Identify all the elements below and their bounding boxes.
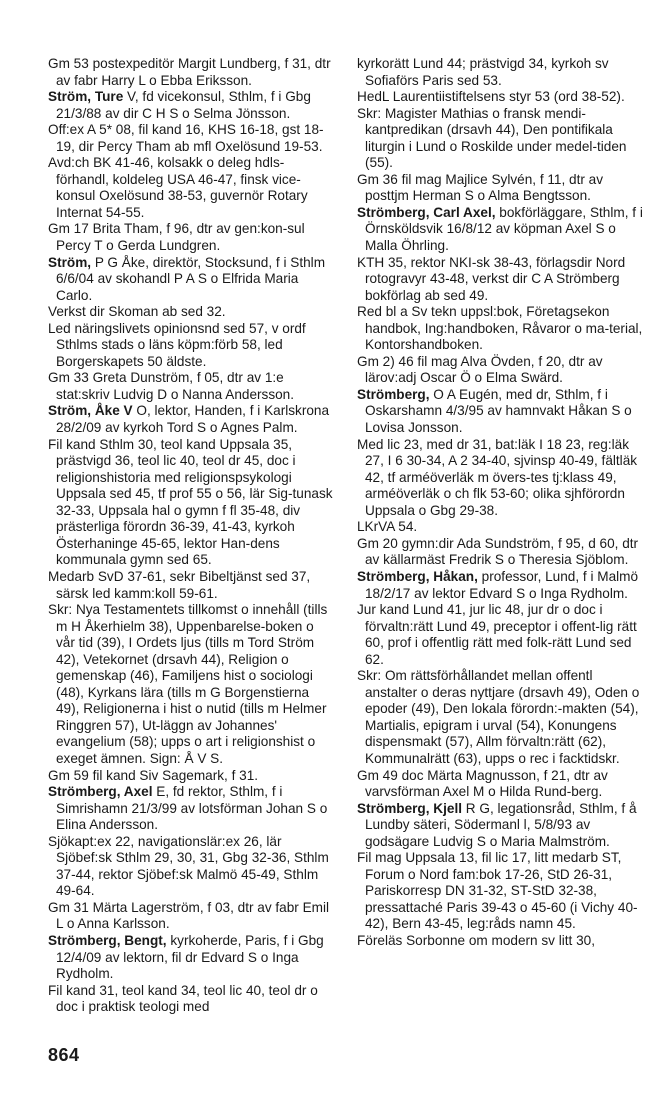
- entry-text: O, lektor, Handen, f i Karlskrona 28/2/09 av kyrkoh Tord S o Agnes Palm.: [56, 403, 330, 436]
- entry-text: Medarb SvD 37-61, sekr Bibeltjänst sed 37, särsk led kamm:koll 59-61.: [48, 568, 311, 601]
- entry-name: Ström, Åke V: [48, 403, 133, 419]
- entry-name: Strömberg,: [357, 386, 430, 402]
- biography-paragraph: [357, 437, 647, 520]
- biography-entry-heading: [48, 784, 336, 834]
- biography-entry-heading: [357, 387, 647, 437]
- biography-paragraph: [357, 172, 647, 205]
- biography-paragraph: [48, 122, 336, 155]
- entry-name: Strömberg, Carl Axel,: [357, 204, 496, 220]
- biography-paragraph: [357, 602, 647, 668]
- entry-name: Ström, Ture: [48, 89, 124, 105]
- entry-text: kyrkorätt Lund 44; prästvigd 34, kyrkoh sv Sofiaförs Paris sed 53.: [357, 56, 609, 88]
- entry-text: Fil kand Sthlm 30, teol kand Uppsala 35, prästvigd 36, teol lic 40, teol dr 45, doc i religionshistoria med religionspsykologi Uppsala sed 45, tf prof 55 o 56, lär Sig-tunask 32-33, Uppsala hal o gymn f fl 35-48, div prästerliga förordn 36-39, 41-43, kyrkoh Österhaninge 45-65, lektor Han-dens kommunala gymn sed 65.: [48, 436, 333, 568]
- biography-paragraph: [48, 834, 336, 900]
- entry-text: P G Åke, direktör, Stocksund, f i Sthlm 6/6/04 av skohandl P A S o Elfrida Maria Carlo.: [56, 254, 326, 303]
- biography-paragraph: [357, 56, 647, 89]
- entry-text: Avd:ch BK 41-46, kolsakk o deleg hdls-förhandl, koldeleg USA 46-47, finsk vice-konsul Oxelösund 38-53, guvernör Rotary Internat 54-55.: [48, 155, 308, 220]
- biography-paragraph: [48, 321, 336, 371]
- entry-text: Gm 36 fil mag Majlice Sylvén, f 11, dtr av posttjm Herman S o Alma Bengtsson.: [357, 171, 604, 204]
- biography-paragraph: [48, 155, 336, 221]
- right-column: [357, 56, 647, 950]
- entry-text: Gm 53 postexpeditör Margit Lundberg, f 31, dtr av fabr Harry L o Ebba Eriksson.: [48, 56, 331, 88]
- entry-text: Fil kand 31, teol kand 34, teol lic 40, teol dr o doc i praktisk teologi med: [48, 982, 318, 1015]
- biography-paragraph: [48, 370, 336, 403]
- entry-text: Sjökapt:ex 22, navigationslär:ex 26, lär Sjöbef:sk Sthlm 29, 30, 31, Gbg 32-36, Sthlm 37-44, rektor Sjöbef:sk Malmö 45-49, Sthlm 49-64.: [48, 833, 329, 899]
- biography-entry-heading: [357, 205, 647, 255]
- biography-entry-heading: [48, 933, 336, 983]
- biography-paragraph: [357, 768, 647, 801]
- biography-paragraph: [357, 304, 647, 354]
- entry-name: Strömberg, Axel: [48, 784, 153, 800]
- entry-text: Led näringslivets opinionsnd sed 57, v ordf Sthlms stads o läns köpm:förb 58, led Borgerskapets 50 äldste.: [48, 320, 306, 369]
- entry-text: Med lic 23, med dr 31, bat:läk I 18 23, reg:läk 27, I 6 30-34, A 2 34-40, sjvinsp 40-49, fältläk 42, tf arméöverläk m övers-tes tj:klass 49, arméöverläk o ch flk 53-60; olika sjhförordn Uppsala o Gbg 29-38.: [357, 436, 638, 518]
- entry-name: Strömberg, Bengt,: [48, 932, 167, 948]
- biography-paragraph: [357, 536, 647, 569]
- biography-paragraph: [357, 850, 647, 933]
- entry-text: LKrVA 54.: [357, 519, 418, 535]
- entry-text: Gm 33 Greta Dunström, f 05, dtr av 1:e stat:skriv Ludvig D o Nanna Andersson.: [48, 370, 295, 402]
- biography-paragraph: [48, 56, 336, 89]
- biography-paragraph: [357, 106, 647, 172]
- biography-paragraph: [357, 354, 647, 387]
- entry-text: Föreläs Sorbonne om modern sv litt 30,: [357, 932, 596, 948]
- entry-text: E, fd rektor, Sthlm, f i Simrishamn 21/3/99 av lotsförman Johan S o Elina Andersson.: [56, 784, 328, 833]
- biography-paragraph: [48, 900, 336, 933]
- entry-text: Gm 17 Brita Tham, f 96, dtr av gen:kon-sul Percy T o Gerda Lundgren.: [48, 221, 305, 254]
- entry-name: Strömberg, Håkan,: [357, 568, 478, 584]
- biography-paragraph: [48, 983, 336, 1016]
- entry-text: V, fd vicekonsul, Sthlm, f i Gbg 21/3/88 av dir C H S o Selma Jönsson.: [56, 89, 311, 121]
- entry-text: professor, Lund, f i Malmö 18/2/17 av lektor Edvard S o Inga Rydholm.: [365, 568, 639, 601]
- entry-text: O A Eugén, med dr, Sthlm, f i Oskarshamn 4/3/95 av hamnvakt Håkan S o Lovisa Jonsson.: [365, 386, 632, 436]
- entry-text: Skr: Nya Testamentets tillkomst o innehåll (tills m H Åkerhielm 38), Uppenbarelse-boken o vår tid (39), I Ordets ljus (tills m Tord Ström 42), Vetekornet (drsavh 44), Religion o gemenskap (46), Familjens hist o sociologi (48), Kyrkans lära (tills m G Borgenstierna 49), Religionerna i hist o nutid (tills m Helmer Ringgren 57), Ut-läggn av Johannes' evangelium (58); upps o art i religionshist o exeget ämnen. Sign: Å V S.: [48, 602, 328, 766]
- biography-paragraph: [48, 221, 336, 254]
- biography-paragraph: [357, 255, 647, 305]
- entry-name: Strömberg, Kjell: [357, 800, 462, 816]
- entry-text: Gm 2) 46 fil mag Alva Övden, f 20, dtr av lärov:adj Oscar Ö o Elma Swärd.: [357, 353, 603, 386]
- biography-paragraph: [48, 768, 336, 785]
- entry-text: bokförläggare, Sthlm, f i Örnsköldsvik 16/8/12 av köpman Axel S o Malla Öhrling.: [365, 204, 643, 254]
- biography-paragraph: [48, 304, 336, 321]
- entry-text: HedL Laurentiistiftelsens styr 53 (ord 38-52).: [357, 89, 625, 105]
- entry-text: Off:ex A 5* 08, fil kand 16, KHS 16-18, gst 18-19, dir Percy Tham ab mfl Oxelösund 19-53.: [48, 122, 324, 154]
- biography-entry-heading: [357, 569, 647, 602]
- biography-paragraph: [48, 569, 336, 602]
- entry-text: Skr: Magister Mathias o fransk mendi-kantpredikan (drsavh 44), Den pontifikala liturgin i Lund o Roskilde under medel-tiden (55).: [357, 105, 627, 171]
- entry-text: Gm 20 gymn:dir Ada Sundström, f 95, d 60, dtr av källarmäst Fredrik S o Theresia Sjöblom.: [357, 535, 639, 568]
- biography-paragraph: [357, 519, 647, 536]
- left-column: [48, 56, 336, 1016]
- entry-text: Skr: Om rättsförhållandet mellan offentl anstalter o deras nyttjare (drsavh 49), Oden o epoder (49), Den lokala förordn:-makten (54), Martialis, epigram i urval (54), Konungens dispensmakt (57), Allm förvaltn:rätt (62), Kommunalrätt (63), upps o rec i facktidskr.: [357, 668, 640, 766]
- entry-text: Gm 49 doc Märta Magnusson, f 21, dtr av varvsförman Axel M o Hilda Rund-berg.: [357, 767, 608, 800]
- entry-name: Ström,: [48, 254, 92, 270]
- entry-text: Verkst dir Skoman ab sed 32.: [48, 304, 226, 320]
- entry-text: Red bl a Sv tekn uppsl:bok, Företagsekon handbok, Ing:handboken, Råvaror o ma-terial, Kontorshandboken.: [357, 304, 643, 353]
- entry-text: Fil mag Uppsala 13, fil lic 17, litt medarb ST, Forum o Nord fam:bok 17-26, StD 26-31, Pariskorresp DN 31-32, ST-StD 32-38, pressattaché Paris 39-43 o 45-60 (i Vichy 40-42), Bern 43-45, leg:råds namn 45.: [357, 850, 638, 932]
- biography-paragraph: [357, 933, 647, 950]
- entry-text: Jur kand Lund 41, jur lic 48, jur dr o doc i förvaltn:rätt Lund 49, preceptor i offent-lig rätt 60, prof i offentlig rätt med folk-rätt Lund sed 62.: [357, 602, 637, 667]
- entry-text: kyrkoherde, Paris, f i Gbg 12/4/09 av lektorn, fil dr Edvard S o Inga Rydholm.: [56, 932, 324, 982]
- entry-text: R G, legationsråd, Sthlm, f å Lundby säteri, Södermanl l, 5/8/93 av godsägare Ludvig S o Maria Malmström.: [365, 800, 637, 849]
- entry-text: Gm 31 Märta Lagerström, f 03, dtr av fabr Emil L o Anna Karlsson.: [48, 899, 330, 932]
- biography-entry-heading: [48, 89, 336, 122]
- biography-paragraph: [48, 437, 336, 569]
- page-number: 864: [48, 1045, 80, 1065]
- biography-paragraph: [357, 89, 647, 106]
- entry-text: KTH 35, rektor NKI-sk 38-43, förlagsdir Nord rotogravyr 43-48, verkst dir C A Strömberg bokförlag ab sed 49.: [357, 254, 626, 303]
- biography-entry-heading: [48, 255, 336, 305]
- biography-entry-heading: [48, 403, 336, 436]
- biography-paragraph: [48, 602, 336, 767]
- biography-entry-heading: [357, 801, 647, 851]
- entry-text: Gm 59 fil kand Siv Sagemark, f 31.: [48, 767, 259, 783]
- biography-paragraph: [357, 668, 647, 767]
